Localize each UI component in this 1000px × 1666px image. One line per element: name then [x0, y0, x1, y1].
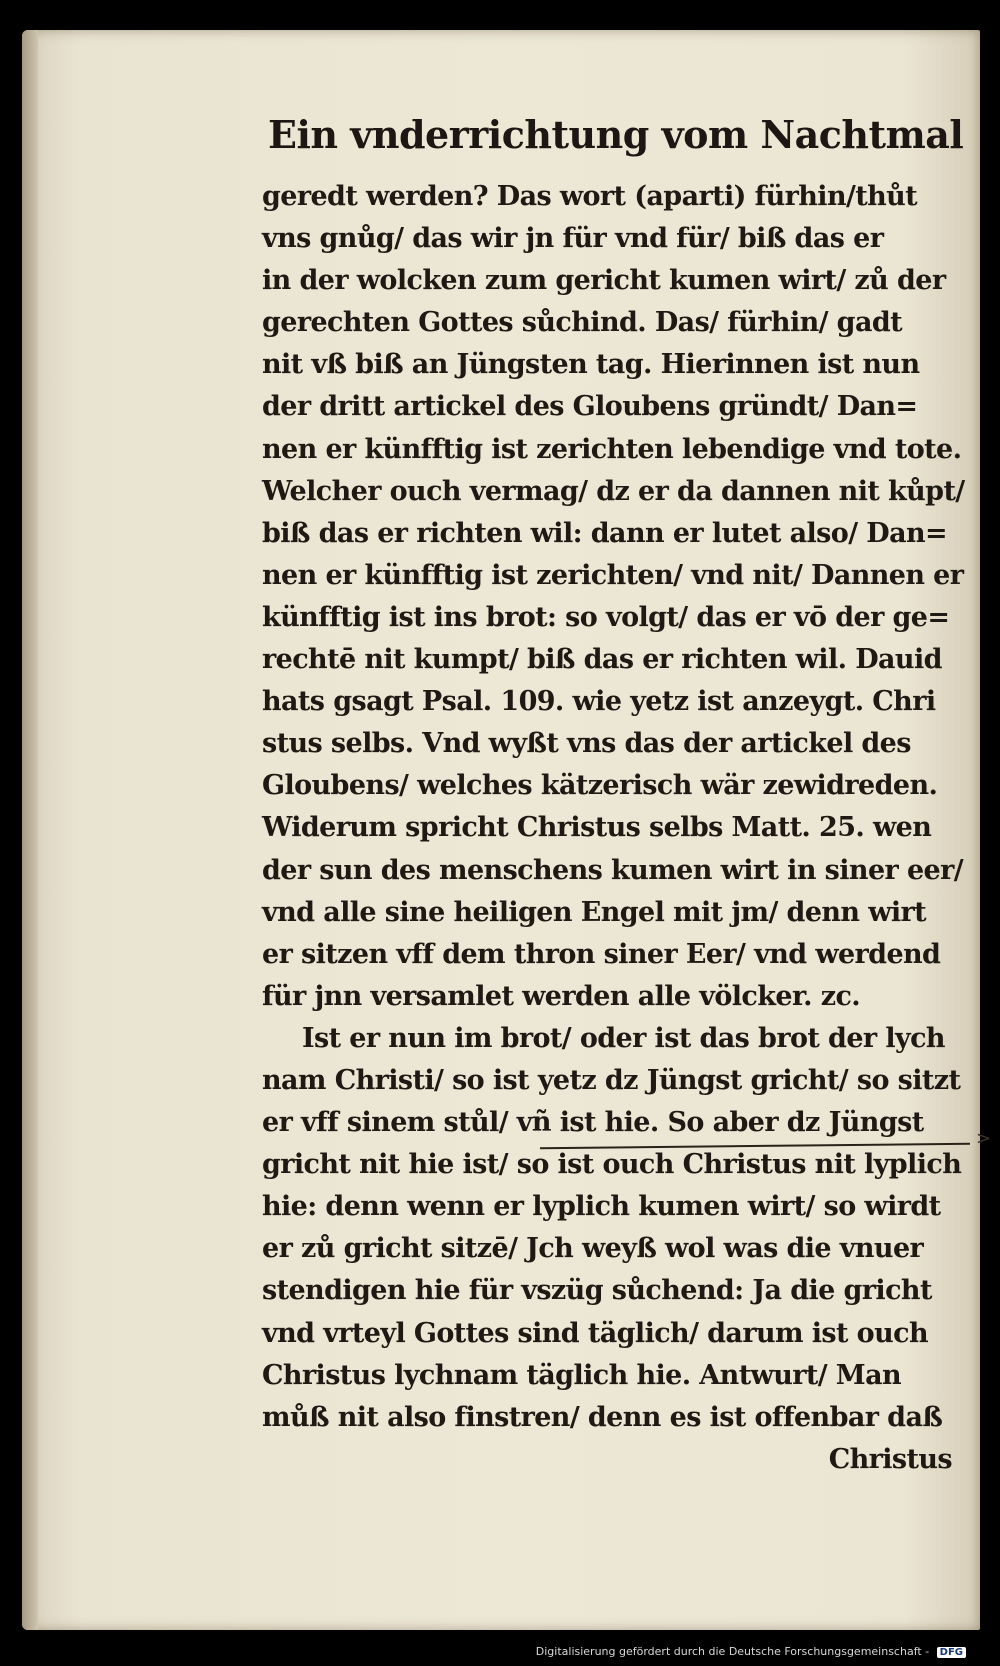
text-line: biß das er richten wil: dann er lutet also/ Dan=	[262, 517, 948, 549]
text-line: für jnn versamlet werden alle völcker. zc.	[262, 980, 861, 1012]
text-line: hie: denn wenn er lyplich kumen wirt/ so wirdt	[262, 1191, 941, 1223]
text-line: er vff sinem stůl/ vñ ist hie. So aber dz Jüngst	[262, 1107, 924, 1139]
catchword: Christus	[828, 1443, 952, 1475]
digitization-credit	[536, 1645, 966, 1658]
text-line: vnd alle sine heiligen Engel mit jm/ denn wirt	[262, 896, 927, 928]
credit-text: Digitalisierung gefördert durch die Deutsche Forschungsgemeinschaft -	[535, 1645, 930, 1658]
text-line: nen er künfftig ist zerichten/ vnd nit/ Dannen er	[262, 559, 964, 591]
paragraph-start-line: Ist er nun im brot/ oder ist das brot der lych	[302, 1022, 945, 1054]
text-line: er zů gricht sitzē/ Jch weyß wol was die vnuer	[262, 1233, 924, 1265]
text-line: můß nit also finstren/ denn es ist offenbar daß	[262, 1401, 943, 1433]
text-line: nen er künfftig ist zerichten lebendige vnd tote.	[262, 433, 962, 465]
text-line: nit vß biß an Jüngsten tag. Hierinnen ist nun	[262, 349, 920, 381]
text-line: gricht nit hie ist/ so ist ouch Christus nit lyplich	[262, 1149, 962, 1181]
text-line: stus selbs. Vnd wyßt vns das der artickel des	[262, 728, 911, 760]
text-line: Gloubens/ welches kätzerisch wär zewidreden.	[262, 770, 938, 802]
text-line: hats gsagt Psal. 109. wie yetz ist anzeygt. Chri	[262, 686, 936, 718]
text-line: Welcher ouch vermag/ dz er da dannen nit kůpt/	[262, 475, 965, 507]
text-line: geredt werden? Das wort (aparti) fürhin/thůt	[262, 181, 918, 212]
text-line: in der wolcken zum gericht kumen wirt/ zů der	[262, 265, 946, 297]
text-line: künfftig ist ins brot: so volgt/ das er vō der ge=	[262, 601, 950, 633]
page-text	[262, 176, 965, 1481]
text-line: vns gnůg/ das wir jn für vnd für/ biß das er	[262, 223, 884, 255]
page-binding-edge	[22, 30, 38, 1630]
margin-mark: >	[976, 1128, 992, 1149]
text-line: der dritt artickel des Gloubens gründt/ Dan=	[262, 391, 918, 423]
text-line: gerechten Gottes sůchind. Das/ fürhin/ gadt	[262, 307, 903, 339]
text-line: der sun des menschens kumen wirt in siner eer/	[262, 854, 963, 886]
text-line: Widerum spricht Christus selbs Matt. 25. wen	[262, 812, 932, 844]
dfg-logo: DFG	[937, 1647, 966, 1658]
text-line: er sitzen vff dem thron siner Eer/ vnd werdend	[262, 938, 941, 970]
running-header: Ein vnderrichtung vom Nachtmal	[268, 112, 964, 157]
text-line: Christus lychnam täglich hie. Antwurt/ Man	[262, 1359, 902, 1391]
text-line: stendigen hie für vszüg sůchend: Ja die gricht	[262, 1275, 932, 1307]
text-line: nam Christi/ so ist yetz dz Jüngst gricht/ so sitzt	[262, 1064, 961, 1096]
text-line: rechtē nit kumpt/ biß das er richten wil. Dauid	[262, 644, 942, 676]
text-line: vnd vrteyl Gottes sind täglich/ darum ist ouch	[262, 1317, 928, 1349]
